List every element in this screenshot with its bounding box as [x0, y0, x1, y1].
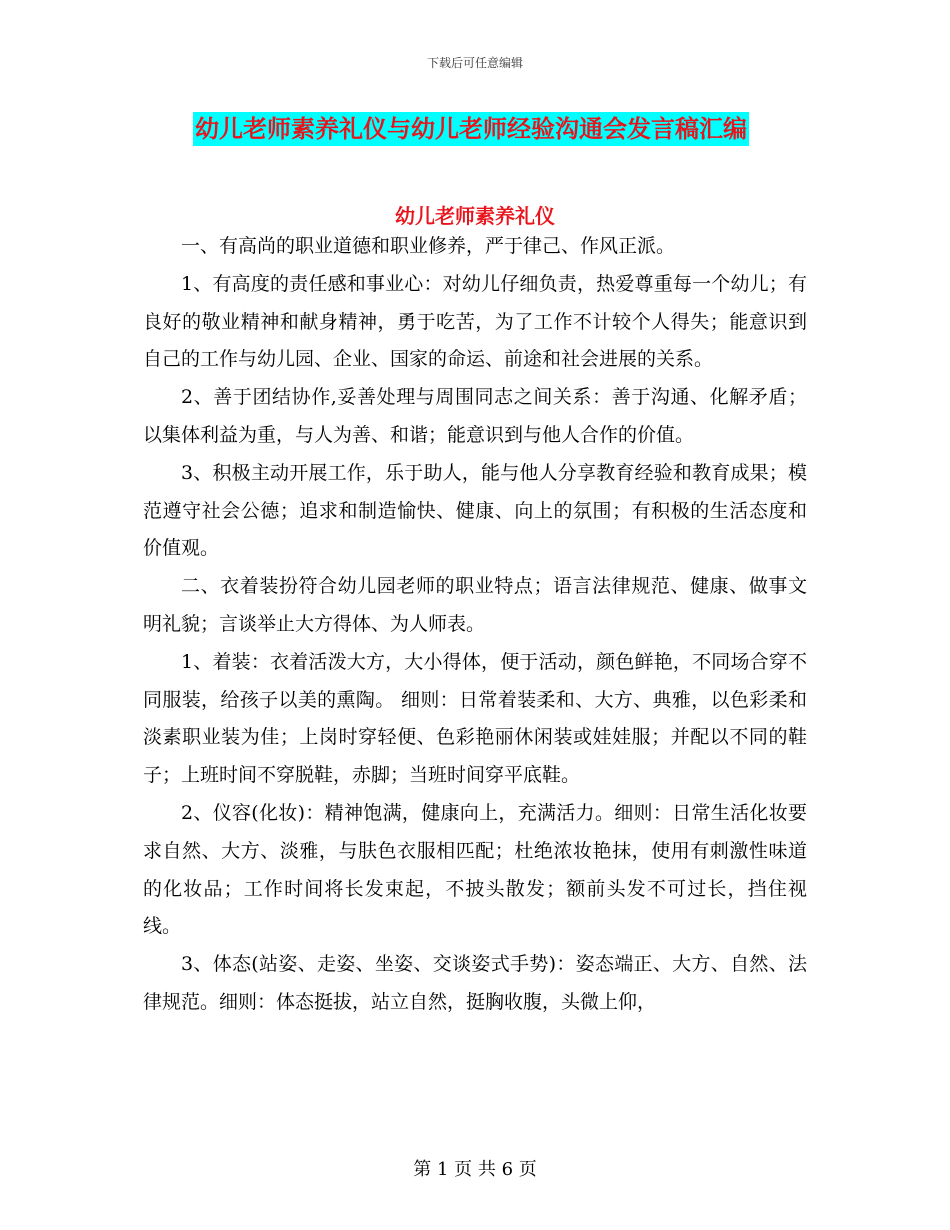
paragraph: 3、体态(站姿、走姿、坐姿、交谈姿式手势)：姿态端正、大方、自然、法律规范。细则：体态挺拔，站立自然，挺胸收腹，头微上仰，	[143, 953, 807, 1013]
paragraph: 一、有高尚的职业道德和职业修养，严于律己、作风正派。	[181, 235, 676, 257]
section-title: 幼儿老师素养礼仪	[395, 204, 555, 228]
paragraph: 3、积极主动开展工作，乐于助人，能与他人分享教育经验和教育成果；模范遵守社会公德；追求和制造愉快、健康、向上的氛围；有积极的生活态度和价值观。	[143, 461, 807, 560]
paragraph: 2、仪容(化妆)：精神饱满，健康向上，充满活力。细则：日常生活化妆要求自然、大方、淡雅，与肤色衣服相匹配；杜绝浓妆艳抹，使用有刺激性味道的化妆品；工作时间将长发束起，不披头散发；额前头发不可过长，挡住视线。	[143, 801, 807, 938]
paragraph: 二、衣着装扮符合幼儿园老师的职业特点；语言法律规范、健康、做事文明礼貌；言谈举止大方得体、为人师表。	[143, 575, 807, 635]
page-footer: 第 1 页 共 6 页	[413, 1159, 537, 1180]
document-title: 幼儿老师素养礼仪与幼儿老师经验沟通会发言稿汇编	[193, 112, 749, 146]
body-text	[143, 228, 807, 1022]
paragraph: 2、善于团结协作,妥善处理与周围同志之间关系：善于沟通、化解矛盾；以集体利益为重，与人为善、和谐；能意识到与他人合作的价值。	[143, 386, 807, 446]
paragraph: 1、有高度的责任感和事业心：对幼儿仔细负责，热爱尊重每一个幼儿；有良好的敬业精神和献身精神，勇于吃苦，为了工作不计较个人得失；能意识到自己的工作与幼儿园、企业、国家的命运、前途和社会进展的关系。	[143, 272, 807, 371]
paragraph: 1、着装：衣着活泼大方，大小得体，便于活动，颜色鲜艳，不同场合穿不同服装，给孩子以美的熏陶。 细则：日常着装柔和、大方、典雅，以色彩柔和淡素职业装为佳；上岗时穿轻便、色彩艳丽休闲装或娃娃服；并配以不同的鞋子；上班时间不穿脱鞋，赤脚；当班时间穿平底鞋。	[143, 650, 807, 787]
page-header-note: 下载后可任意编辑	[426, 56, 523, 70]
